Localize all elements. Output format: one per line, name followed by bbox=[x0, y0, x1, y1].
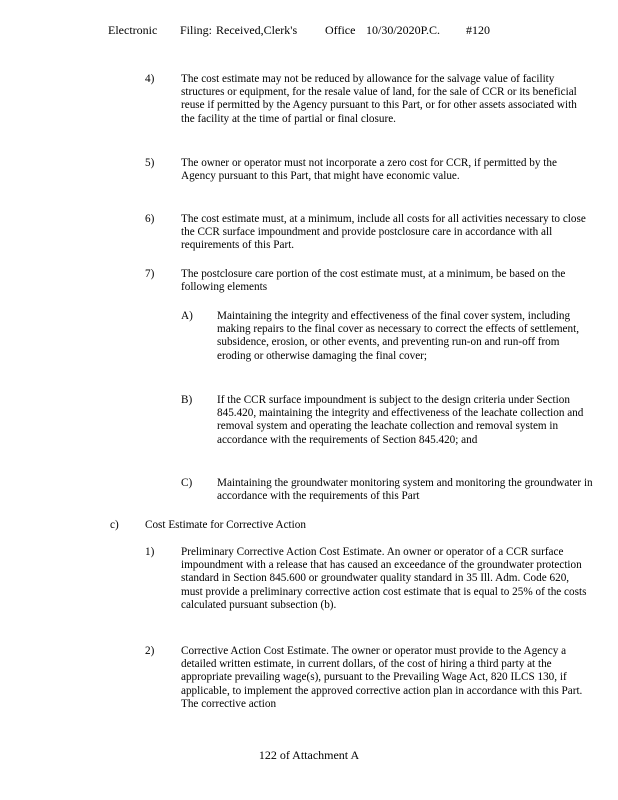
subparagraph-text: Maintaining the integrity and effectiveness of the final cover system, including making repairs to the final cover as necessary to correct the effects of settlement, subsidence, erosion, or other events, and preventing run-on and run-off from eroding or otherwise damaging the final cover; bbox=[217, 310, 579, 362]
header-date: 10/30/2020P.C. bbox=[366, 23, 441, 37]
paragraph-number: 2) bbox=[145, 645, 155, 657]
subparagraph-text: Maintaining the groundwater monitoring system and monitoring the groundwater in accordance with the requirements of this Part bbox=[217, 477, 593, 503]
paragraph-text: The cost estimate may not be reduced by allowance for the salvage value of facility structures or equipment, for the resale value of land, for the sale of CCR or its beneficial reuse if permitted by the Agency pursuant to this Part, or for other assets associated with the facility at the time of partial or final closure. bbox=[181, 73, 577, 125]
paragraph-number: 4) bbox=[145, 73, 155, 85]
page-footer: 122 of Attachment A bbox=[258, 748, 360, 762]
paragraph-text: The postclosure care portion of the cost estimate must, at a minimum, be based on the following elements bbox=[181, 268, 566, 294]
header-label-received: Received,Clerk's bbox=[216, 23, 298, 37]
section-letter: c) bbox=[110, 519, 119, 531]
subparagraph-text: If the CCR surface impoundment is subject to the design criteria under Section 845.420, maintaining the integrity and effectiveness of the leachate collection and removal system and operating the leachate collection and removal system in accordance with the requirements of Section 845.420; and bbox=[217, 394, 584, 446]
subparagraph-letter: C) bbox=[181, 477, 193, 489]
subparagraph-letter: A) bbox=[181, 310, 193, 322]
paragraph-text: The owner or operator must not incorporate a zero cost for CCR, if permitted by the Agency pursuant to this Part, that might have economic value. bbox=[181, 157, 557, 183]
filing-header bbox=[0, 22, 618, 38]
header-label-office: Office bbox=[325, 23, 356, 37]
paragraph-text: Preliminary Corrective Action Cost Estimate. An owner or operator of a CCR surface impoundment with a release that has caused an exceedance of the groundwater protection standard in Section 845.600 or groundwater quality standard in 35 Ill. Adm. Code 620, must provide a preliminary corrective action cost estimate that is equal to 25% of the costs calculated pursuant subsection (b). bbox=[181, 546, 587, 611]
paragraph-text: Corrective Action Cost Estimate. The owner or operator must provide to the Agency a detailed written estimate, in current dollars, of the cost of hiring a third party at the appropriate prevailing wage(s), pursuant to the Prevailing Wage Act, 820 ILCS 130, if applicable, to implement the approved corrective action plan in accordance with this Part. The corrective action bbox=[181, 645, 583, 710]
header-number: #120 bbox=[466, 23, 490, 37]
header-label-filing: Filing: bbox=[180, 23, 213, 37]
subparagraph-letter: B) bbox=[181, 394, 193, 406]
paragraph-text: The cost estimate must, at a minimum, include all costs for all activities necessary to close the CCR surface impoundment and provide postclosure care in accordance with all requirements of this Part. bbox=[181, 213, 586, 252]
paragraph-number: 5) bbox=[145, 157, 155, 169]
section-title: Cost Estimate for Corrective Action bbox=[145, 519, 306, 531]
paragraph-number: 1) bbox=[145, 546, 155, 558]
paragraph-number: 7) bbox=[145, 268, 155, 280]
paragraph-number: 6) bbox=[145, 213, 155, 225]
header-label-electronic: Electronic bbox=[108, 23, 158, 37]
